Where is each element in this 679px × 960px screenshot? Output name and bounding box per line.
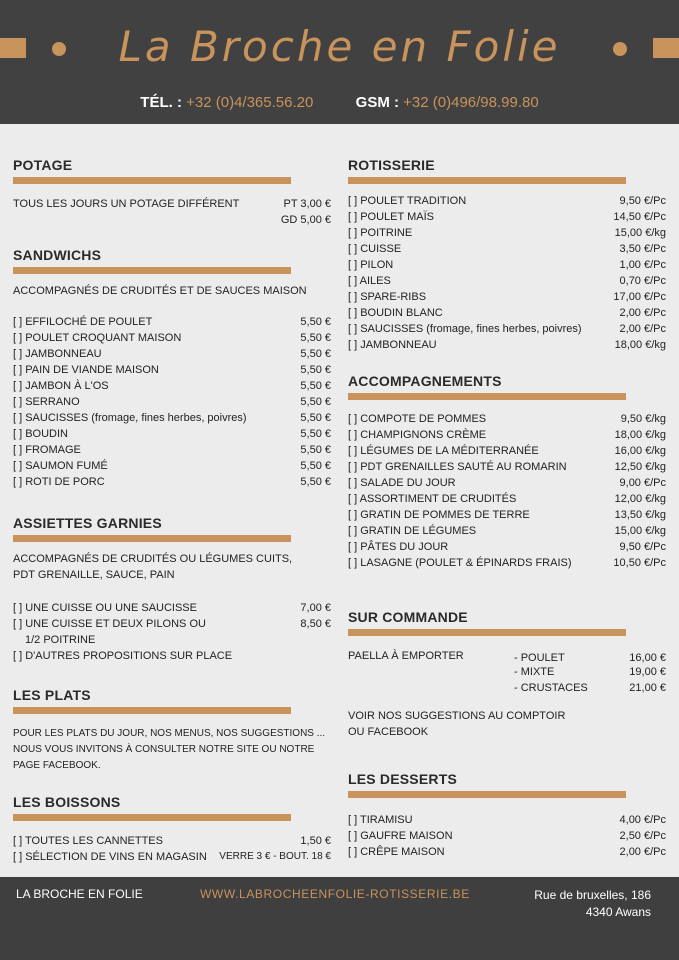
boissons-list [13,833,331,865]
list-item[interactable]: [ ] PÂTES DU JOUR 9,50 €/Pc [348,541,666,553]
section-divider [13,177,291,184]
section-divider [348,791,626,798]
section-divider [13,707,291,714]
section-title: SUR COMMANDE [348,609,468,625]
header [0,0,679,124]
section-title: LES PLATS [13,687,91,703]
footer-website-link[interactable]: WWW.LABROCHEENFOLIE-ROTISSERIE.BE [200,887,470,901]
assiettes-intro-line2: PDT GRENAILLE, SAUCE, PAIN [13,569,175,581]
section-title: ACCOMPAGNEMENTS [348,373,502,389]
section-divider [13,535,291,542]
list-item[interactable]: [ ] SÉLECTION DE VINS EN MAGASIN VERRE 3 € - BOUT. 18 € [13,851,331,863]
list-item[interactable]: [ ] ROTI DE PORC 5,50 € [13,476,331,488]
list-item[interactable]: [ ] POULET TRADITION 9,50 €/Pc [348,195,666,207]
list-item[interactable]: [ ] SAUCISSES (fromage, fines herbes, poivres) 2,00 €/Pc [348,323,666,335]
section-title: ROTISSERIE [348,157,435,173]
potage-row-gd [13,212,331,228]
potage-row [13,196,331,212]
address-line2: 4340 Awans [585,905,651,919]
list-item[interactable]: [ ] ASSORTIMENT DE CRUDITÉS 12,00 €/kg [348,493,666,505]
section-potage [13,156,331,228]
footer [0,877,679,960]
address-line1: Rue de bruxelles, 186 [534,888,651,902]
list-item[interactable]: [ ] PILON 1,00 €/Pc [348,259,666,271]
section-title: POTAGE [13,157,73,173]
section-divider [13,267,291,274]
tel-label: TÉL. : [140,94,182,111]
gsm-label: GSM : [355,94,399,111]
section-title: LES DESSERTS [348,771,457,787]
list-item[interactable]: [ ] SALADE DU JOUR 9,00 €/Pc [348,477,666,489]
list-item-continued: 1/2 POITRINE [25,634,96,646]
commande-list [348,648,666,696]
list-item[interactable]: [ ] GRATIN DE LÉGUMES 15,00 €/kg [348,525,666,537]
list-item[interactable]: PAELLA À EMPORTER - POULET 16,00 € [348,650,666,664]
list-item[interactable]: [ ] GAUFRE MAISON 2,50 €/Pc [348,830,666,842]
list-item[interactable]: - CRUSTACES 21,00 € [514,682,666,694]
list-item[interactable]: [ ] PAIN DE VIANDE MAISON 5,50 € [13,364,331,376]
section-sandwichs [13,246,331,490]
list-item[interactable]: [ ] JAMBON À L'OS 5,50 € [13,380,331,392]
list-item[interactable]: [ ] AILES 0,70 €/Pc [348,275,666,287]
section-title: LES BOISSONS [13,794,121,810]
section-desserts [348,770,666,860]
list-item[interactable]: [ ] BOUDIN BLANC 2,00 €/Pc [348,307,666,319]
sandwichs-intro: ACCOMPAGNÉS DE CRUDITÉS ET DE SAUCES MAISON [13,285,307,297]
list-item[interactable]: [ ] D'AUTRES PROPOSITIONS SUR PLACE [13,650,233,662]
section-divider [348,393,626,400]
plats-line3: PAGE FACEBOOK. [13,760,101,771]
section-title: SANDWICHS [13,247,102,263]
section-accompagnements [348,372,666,571]
section-assiettes [13,514,331,664]
section-title: ASSIETTES GARNIES [13,515,162,531]
phone-line [0,94,679,111]
list-item[interactable]: [ ] LASAGNE (POULET & ÉPINARDS FRAIS) 10,50 €/Pc [348,557,666,569]
list-item[interactable]: [ ] CUISSE 3,50 €/Pc [348,243,666,255]
list-item[interactable]: [ ] FROMAGE 5,50 € [13,444,331,456]
list-item[interactable]: [ ] GRATIN DE POMMES DE TERRE 13,50 €/kg [348,509,666,521]
section-rotisserie [348,156,666,353]
list-item[interactable]: [ ] SPARE-RIBS 17,00 €/Pc [348,291,666,303]
rotisserie-list [348,193,666,353]
list-item[interactable]: [ ] UNE CUISSE OU UNE SAUCISSE 7,00 € [13,602,331,614]
list-item[interactable]: [ ] PDT GRENAILLES SAUTÉ AU ROMARIN 12,50 €/kg [348,461,666,473]
tel-number[interactable]: +32 (0)4/365.56.20 [186,94,314,111]
list-item[interactable]: [ ] SAUMON FUMÉ 5,50 € [13,460,331,472]
list-item[interactable]: [ ] CRÊPE MAISON 2,00 €/Pc [348,846,666,858]
header-accent-bar-left [0,38,26,58]
paella-label: PAELLA À EMPORTER [348,650,464,662]
header-accent-bar-right [653,38,679,58]
list-item[interactable]: [ ] SAUCISSES (fromage, fines herbes, poivres) 5,50 € [13,412,331,424]
section-divider [348,177,626,184]
list-item[interactable]: [ ] CHAMPIGNONS CRÈME 18,00 €/kg [348,429,666,441]
header-accent-dot-right [613,42,627,56]
list-item[interactable]: [ ] JAMBONNEAU 18,00 €/kg [348,339,666,351]
restaurant-title: La Broche en Folie [118,22,561,71]
list-item[interactable]: [ ] LÉGUMES DE LA MÉDITERRANÉE 16,00 €/kg [348,445,666,457]
commande-note1: VOIR NOS SUGGESTIONS AU COMPTOIR [348,710,566,722]
commande-note2: OU FACEBOOK [348,726,429,738]
list-item[interactable]: [ ] BOUDIN 5,50 € [13,428,331,440]
gsm-number[interactable]: +32 (0)496/98.99.80 [403,94,539,111]
sandwichs-list [13,314,331,490]
assiettes-intro-line1: ACCOMPAGNÉS DE CRUDITÉS OU LÉGUMES CUITS, [13,553,293,565]
list-item[interactable]: [ ] JAMBONNEAU 5,50 € [13,348,331,360]
list-item[interactable]: [ ] POULET CROQUANT MAISON 5,50 € [13,332,331,344]
section-sur-commande [348,608,666,740]
list-item[interactable]: [ ] TOUTES LES CANNETTES 1,50 € [13,835,331,847]
footer-address [534,887,651,921]
list-item[interactable]: [ ] UNE CUISSE ET DEUX PILONS OU 8,50 € [13,618,331,630]
section-boissons [13,793,331,865]
list-item[interactable]: [ ] TIRAMISU 4,00 €/Pc [348,814,666,826]
plats-line2: NOUS VOUS INVITONS À CONSULTER NOTRE SITE OU NOTRE [13,744,315,755]
accompagnements-list [348,411,666,571]
footer-restaurant-name: LA BROCHE EN FOLIE [16,887,143,901]
header-accent-dot-left [52,42,66,56]
desserts-list [348,812,666,860]
section-plats [13,686,331,774]
list-item[interactable]: [ ] POULET MAÏS 14,50 €/Pc [348,211,666,223]
list-item[interactable]: [ ] SERRANO 5,50 € [13,396,331,408]
list-item[interactable]: - MIXTE 19,00 € [514,666,666,678]
potage-pt-price: PT 3,00 € [283,198,331,210]
list-item[interactable]: [ ] POITRINE 15,00 €/kg [348,227,666,239]
potage-text: TOUS LES JOURS UN POTAGE DIFFÉRENT [13,198,240,210]
section-divider [13,814,291,821]
plats-line1: POUR LES PLATS DU JOUR, NOS MENUS, NOS SUGGESTIONS ... [13,728,326,739]
section-divider [348,629,626,636]
potage-gd-price: GD 5,00 € [280,214,331,226]
assiettes-list [13,600,331,664]
list-item[interactable]: [ ] EFFILOCHÉ DE POULET 5,50 € [13,316,331,328]
list-item[interactable]: [ ] COMPOTE DE POMMES 9,50 €/kg [348,413,666,425]
